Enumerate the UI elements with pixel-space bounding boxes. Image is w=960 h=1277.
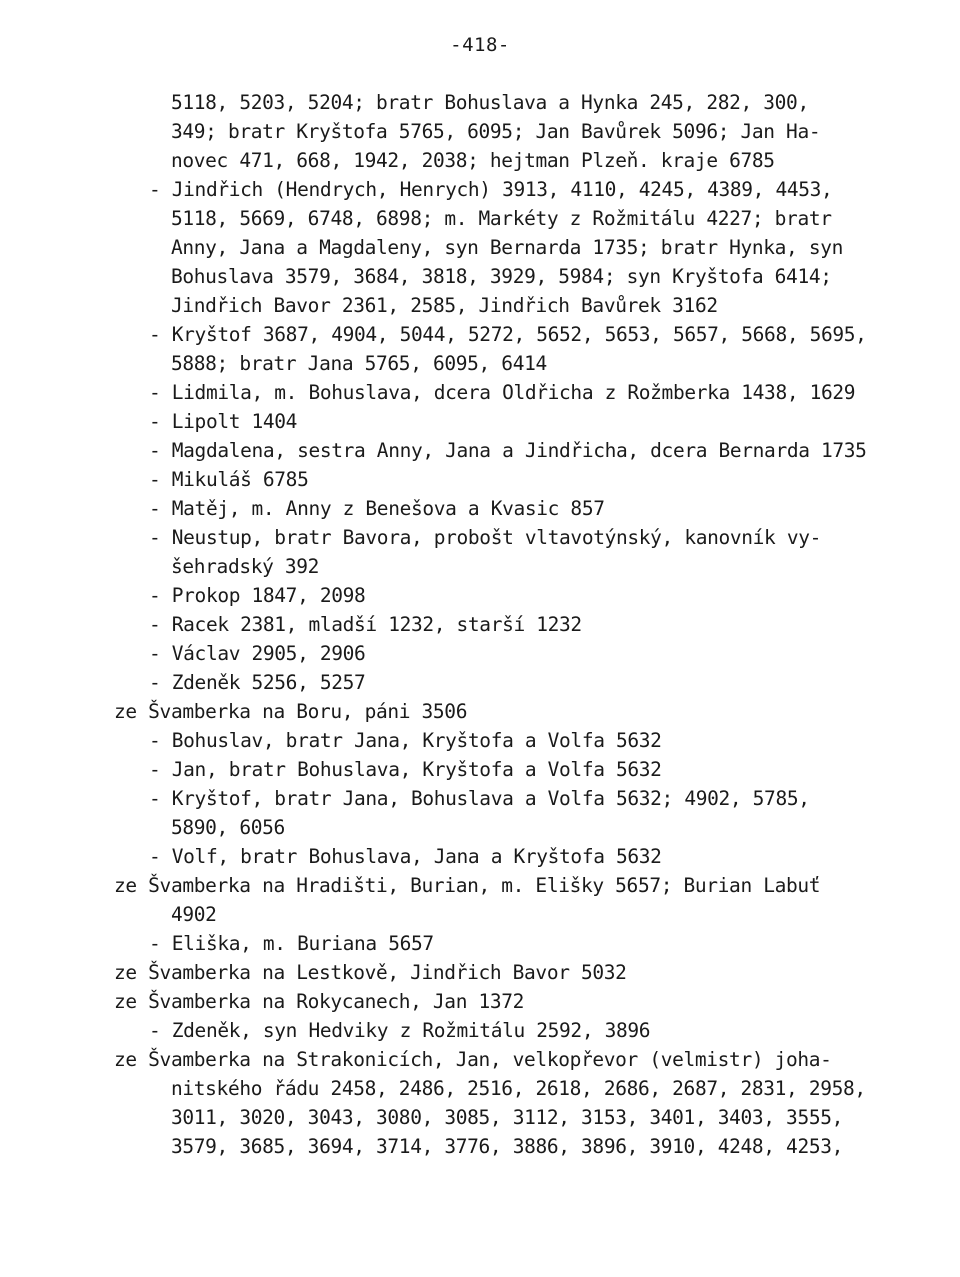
index-subentry-line: - Kryštof 3687, 4904, 5044, 5272, 5652, 5653, 5657, 5668, 5695,: [149, 323, 867, 346]
index-subentry-line: - Racek 2381, mladší 1232, starší 1232: [149, 613, 582, 636]
index-subentry-line: - Zdeněk 5256, 5257: [149, 671, 366, 694]
index-subentry-line: - Václav 2905, 2906: [149, 642, 366, 665]
index-continuation-line: 5118, 5669, 6748, 6898; m. Markéty z Rožmitálu 4227; bratr: [171, 207, 832, 230]
index-continuation-line: šehradský 392: [171, 555, 320, 578]
index-heading-line: ze Švamberka na Boru, páni 3506: [114, 700, 468, 723]
index-heading-line: ze Švamberka na Hradišti, Burian, m. Elišky 5657; Burian Labuť: [114, 874, 821, 897]
page-number: -418-: [450, 34, 510, 56]
index-subentry-line: - Jindřich (Hendrych, Henrych) 3913, 4110, 4245, 4389, 4453,: [149, 178, 833, 201]
index-heading-line: ze Švamberka na Strakonicích, Jan, velkopřevor (velmistr) joha-: [114, 1048, 832, 1071]
index-subentry-line: - Bohuslav, bratr Jana, Kryštofa a Volfa 5632: [149, 729, 662, 752]
index-continuation-line: 3579, 3685, 3694, 3714, 3776, 3886, 3896, 3910, 4248, 4253,: [171, 1135, 844, 1158]
index-subentry-line: - Kryštof, bratr Jana, Bohuslava a Volfa 5632; 4902, 5785,: [149, 787, 810, 810]
index-subentry-line: - Jan, bratr Bohuslava, Kryštofa a Volfa 5632: [149, 758, 662, 781]
index-continuation-line: 5118, 5203, 5204; bratr Bohuslava a Hynka 245, 282, 300,: [171, 91, 809, 114]
index-subentry-line: - Eliška, m. Buriana 5657: [149, 932, 434, 955]
index-subentry-line: - Lidmila, m. Bohuslava, dcera Oldřicha z Rožmberka 1438, 1629: [149, 381, 856, 404]
index-subentry-line: - Matěj, m. Anny z Benešova a Kvasic 857: [149, 497, 605, 520]
index-subentry-line: - Lipolt 1404: [149, 410, 298, 433]
index-continuation-line: 3011, 3020, 3043, 3080, 3085, 3112, 3153, 3401, 3403, 3555,: [171, 1106, 844, 1129]
index-continuation-line: 5888; bratr Jana 5765, 6095, 6414: [171, 352, 547, 375]
index-entries: [0, 88, 960, 1161]
index-continuation-line: 349; bratr Kryštofa 5765, 6095; Jan Bavůrek 5096; Jan Ha-: [171, 120, 821, 143]
index-subentry-line: - Neustup, bratr Bavora, probošt vltavotýnský, kanovník vy-: [149, 526, 822, 549]
index-subentry-line: - Magdalena, sestra Anny, Jana a Jindřicha, dcera Bernarda 1735: [149, 439, 867, 462]
index-continuation-line: nitského řádu 2458, 2486, 2516, 2618, 2686, 2687, 2831, 2958,: [171, 1077, 866, 1100]
index-continuation-line: Jindřich Bavor 2361, 2585, Jindřich Bavůrek 3162: [171, 294, 718, 317]
index-subentry-line: - Zdeněk, syn Hedviky z Rožmitálu 2592, 3896: [149, 1019, 651, 1042]
index-continuation-line: Anny, Jana a Magdaleny, syn Bernarda 1735; bratr Hynka, syn: [171, 236, 844, 259]
index-subentry-line: - Prokop 1847, 2098: [149, 584, 366, 607]
index-heading-line: ze Švamberka na Lestkově, Jindřich Bavor 5032: [114, 961, 627, 984]
index-subentry-line: - Mikuláš 6785: [149, 468, 309, 491]
index-continuation-line: novec 471, 668, 1942, 2038; hejtman Plzeň. kraje 6785: [171, 149, 775, 172]
index-heading-line: ze Švamberka na Rokycanech, Jan 1372: [114, 990, 525, 1013]
index-continuation-line: 4902: [171, 903, 217, 926]
index-continuation-line: 5890, 6056: [171, 816, 285, 839]
index-continuation-line: Bohuslava 3579, 3684, 3818, 3929, 5984; syn Kryštofa 6414;: [171, 265, 832, 288]
index-subentry-line: - Volf, bratr Bohuslava, Jana a Kryštofa 5632: [149, 845, 662, 868]
